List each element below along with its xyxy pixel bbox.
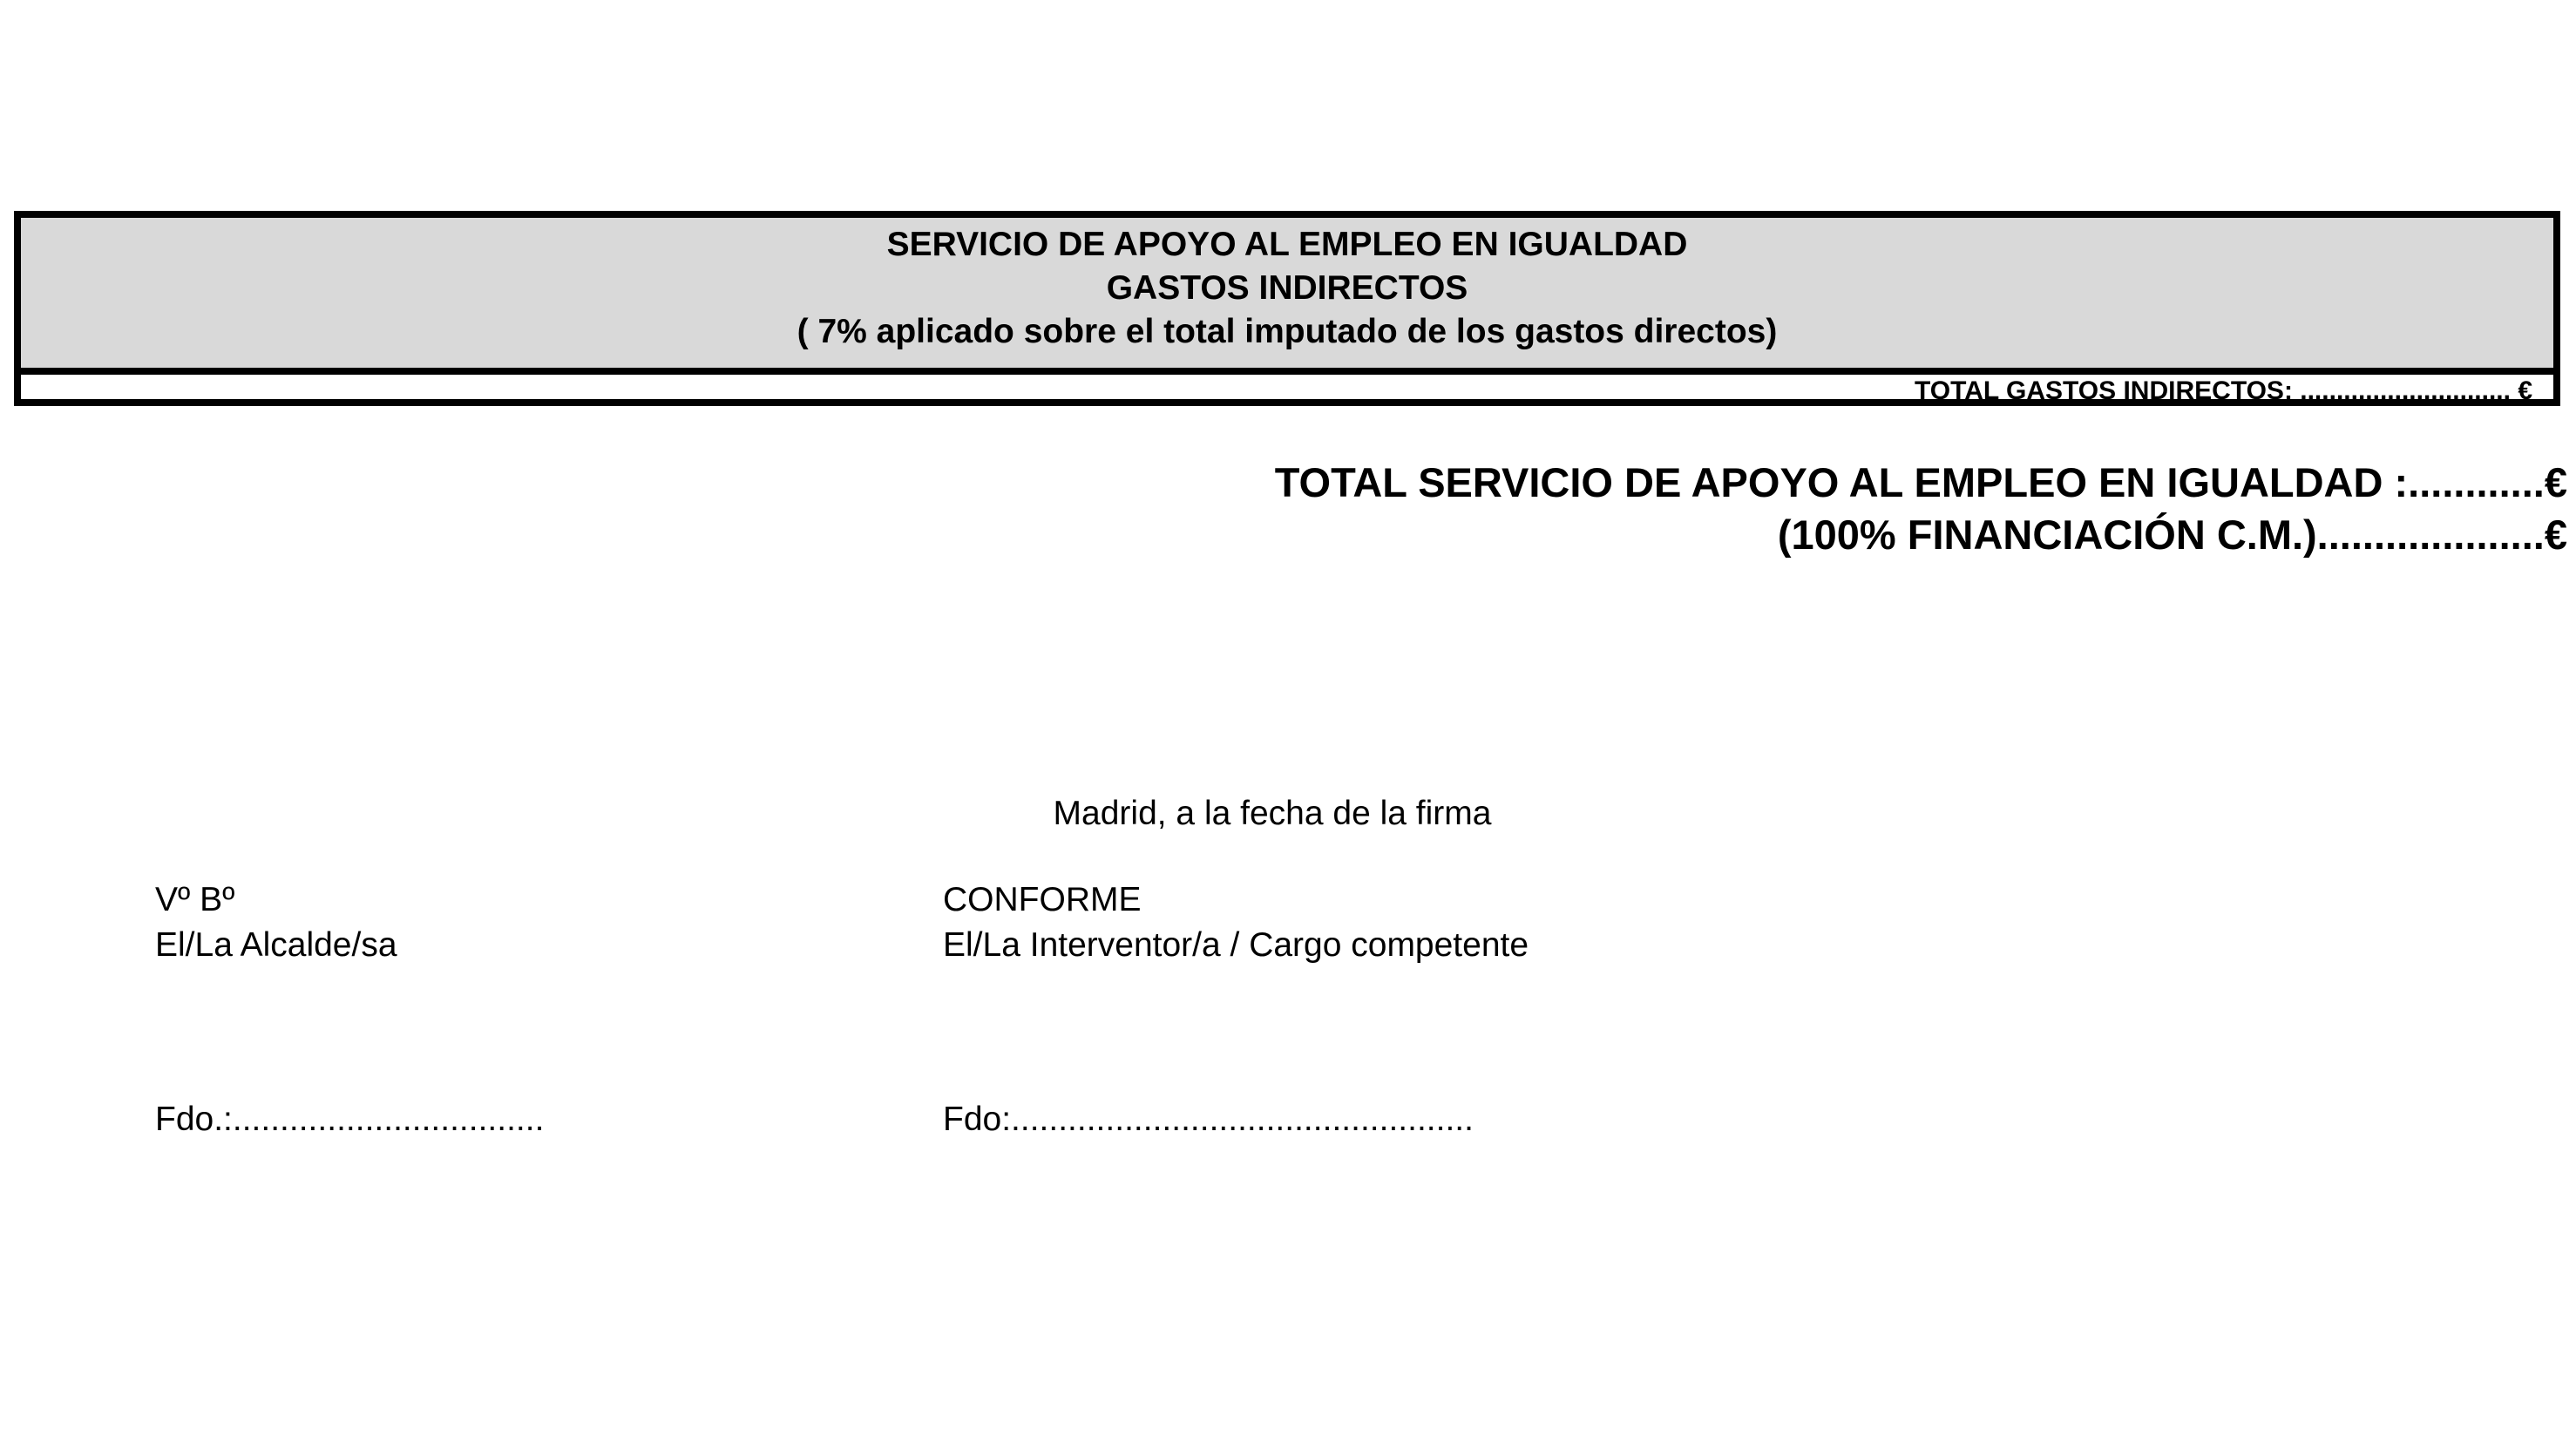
indirect-costs-box (14, 211, 2560, 406)
indirect-costs-total: TOTAL GASTOS INDIRECTOS: ............................. € (1915, 376, 2532, 405)
indirect-costs-header (21, 218, 2553, 375)
financing-total: (100% FINANCIACIÓN C.M.)....................€ (1777, 511, 2567, 558)
right-signature-title: CONFORME (943, 881, 1142, 918)
right-signature-line: Fdo:................................................. (943, 1101, 1474, 1138)
right-signature-role: El/La Interventor/a / Cargo competente (943, 926, 1529, 964)
section-title: GASTOS INDIRECTOS (1106, 269, 1468, 307)
section-subtitle: ( 7% aplicado sobre el total imputado de los gastos directos) (797, 313, 1778, 350)
left-signature-line: Fdo.:................................. (155, 1101, 545, 1138)
grand-total-block (1275, 457, 2567, 561)
left-signature-title: Vº Bº (155, 881, 235, 918)
service-total: TOTAL SERVICIO DE APOYO AL EMPLEO EN IGUALDAD :............€ (1274, 459, 2567, 505)
place-date: Madrid, a la fecha de la firma (1053, 795, 1492, 832)
service-title: SERVICIO DE APOYO AL EMPLEO EN IGUALDAD (886, 226, 1688, 263)
left-signature-role: El/La Alcalde/sa (155, 926, 397, 964)
